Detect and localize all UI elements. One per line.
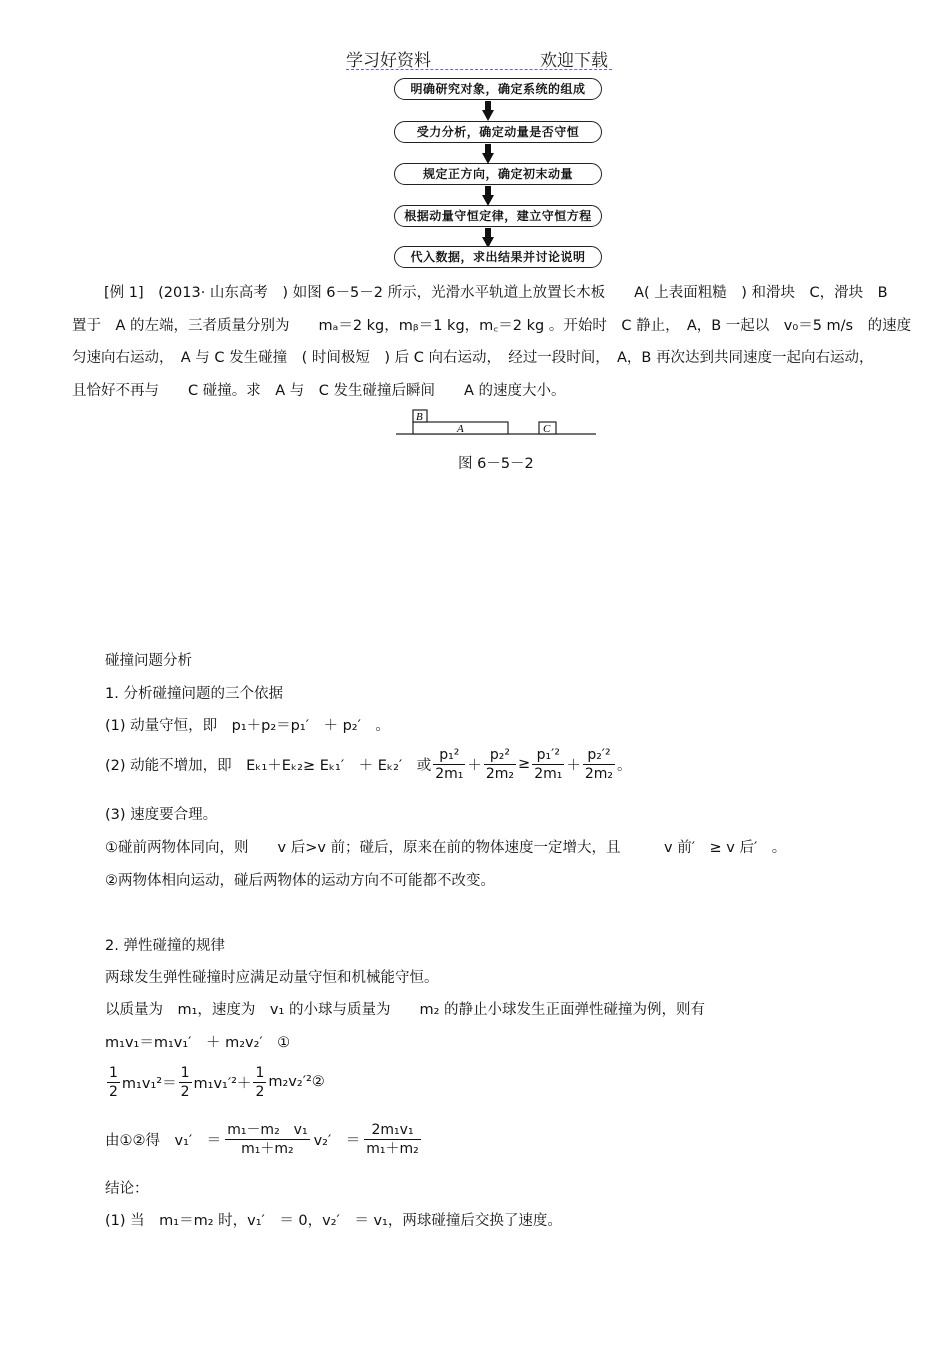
conclusion-label: 结论： <box>105 1181 149 1197</box>
elastic-setup: 以质量为 m₁，速度为 v₁ 的小球与质量为 m₂ 的静止小球发生正面弹性碰撞为例，则有 <box>105 1002 705 1018</box>
rule-velocity-2: ②两物体相向运动，碰后两物体的运动方向不可能都不改变。 <box>105 873 495 889</box>
example-line-2: 置于 A 的左端，三者质量分别为 mₐ＝2 kg，mᵦ＝1 kg，m꜀＝2 kg 。开始时 C 静止， A，B 一起以 v₀＝5 m/s 的速度 <box>72 318 912 334</box>
header-left: 学习好资料 <box>346 51 431 71</box>
flow-step-3: 规定正方向，确定初末动量 <box>394 163 602 185</box>
elastic-intro: 两球发生弹性碰撞时应满足动量守恒和机械能守恒。 <box>105 970 439 986</box>
fraction: $\frac{1}{2}$ <box>180 1064 190 1100</box>
fraction: $\frac{\text{p₂²}}{\text{2m₂}}$ <box>485 746 515 782</box>
rule-momentum: (1) 动量守恒，即 p₁＋p₂＝p₁′ ＋ p₂′ 。 <box>105 718 390 734</box>
equation-3: 由①②得 v₁′ ＝ $\frac{\text{m₁－m₂ v₁}}{\text{m₁＋m₂}}$ v₂′ ＝ $\frac{\text{2m₁v₁}}{\text{m₁＋m₂}}$ <box>105 1121 419 1157</box>
rule-kinetic-energy: (2) 动能不增加，即 Eₖ₁＋Eₖ₂≥ Eₖ₁′ ＋ Eₖ₂′ 或 $\frac{\text{p₁²}}{\text{2m₁}}$ ＋ $\frac{\text{p₂²}}{\text{2m₂}}$ ≥ $\frac{\text{p₁′²}}{\text{2m₁}}$ ＋ $\frac{\text{p₂′²}}{\text{2m₂}}$ 。 <box>105 746 632 782</box>
fraction: $\frac{1}{2}$ <box>255 1064 265 1100</box>
flow-step-2: 受力分析，确定动量是否守恒 <box>394 121 602 143</box>
rule-kinetic-text: (2) 动能不增加，即 Eₖ₁＋Eₖ₂≥ Eₖ₁′ ＋ Eₖ₂′ 或 <box>105 757 432 774</box>
figure-caption: 图 6－5－2 <box>458 456 534 472</box>
fraction: $\frac{\text{2m₁v₁}}{\text{m₁＋m₂}}$ <box>366 1121 419 1157</box>
down-arrow-icon <box>482 186 494 206</box>
flow-step-4: 根据动量守恒定律，建立守恒方程 <box>394 205 602 227</box>
down-arrow-icon <box>482 144 494 164</box>
flow-step-5: 代入数据，求出结果并讨论说明 <box>394 246 602 268</box>
label-b: B <box>416 411 423 423</box>
equation-1: m₁v₁＝m₁v₁′ ＋ m₂v₂′ ① <box>105 1035 291 1051</box>
conclusion-1: (1) 当 m₁＝m₂ 时，v₁′ ＝ 0，v₂′ ＝ v₁，两球碰撞后交换了速度。 <box>105 1213 562 1229</box>
flow-step-1: 明确研究对象，确定系统的组成 <box>394 78 602 100</box>
heading-1: 1. 分析碰撞问题的三个依据 <box>105 686 283 702</box>
heading-2: 2. 弹性碰撞的规律 <box>105 938 225 954</box>
down-arrow-icon <box>482 228 494 248</box>
label-a: A <box>457 423 464 435</box>
header-divider <box>346 69 612 70</box>
figure-6-5-2 <box>396 408 598 440</box>
label-c: C <box>543 423 551 435</box>
rule-velocity: (3) 速度要合理。 <box>105 807 218 823</box>
fraction: $\frac{\text{p₁²}}{\text{2m₁}}$ <box>435 746 464 782</box>
fraction: $\frac{1}{2}$ <box>109 1064 118 1100</box>
fraction: $\frac{\text{p₁′²}}{\text{2m₁}}$ <box>534 746 563 782</box>
fraction: $\frac{\text{p₂′²}}{\text{2m₂}}$ <box>584 746 614 782</box>
section-title: 碰撞问题分析 <box>105 653 192 669</box>
rule-velocity-1: ①碰前两物体同向，则 v 后>v 前；碰后，原来在前的物体速度一定增大，且 v 前′ ≥ v 后′ 。 <box>105 840 787 856</box>
fraction: $\frac{\text{m₁－m₂ v₁}}{\text{m₁＋m₂}}$ <box>227 1121 308 1157</box>
down-arrow-icon <box>482 101 494 121</box>
header-right: 欢迎下载 <box>540 51 608 71</box>
example-line-4: 且恰好不再与 C 碰撞。求 A 与 C 发生碰撞后瞬间 A 的速度大小。 <box>72 383 566 399</box>
example-line-1: [例 1] (2013· 山东高考 ) 如图 6－5－2 所示，光滑水平轨道上放置长木板 A( 上表面粗糙 ) 和滑块 C，滑块 B <box>104 285 888 301</box>
equation-2: $\frac{1}{2}$ m₁v₁²＝ $\frac{1}{2}$ m₁v₁′²＋ $\frac{1}{2}$ m₂v₂′²② <box>109 1064 325 1100</box>
example-line-3: 匀速向右运动， A 与 C 发生碰撞 ( 时间极短 ) 后 C 向右运动， 经过一段时间， A，B 再次达到共同速度一起向右运动， <box>72 350 874 366</box>
